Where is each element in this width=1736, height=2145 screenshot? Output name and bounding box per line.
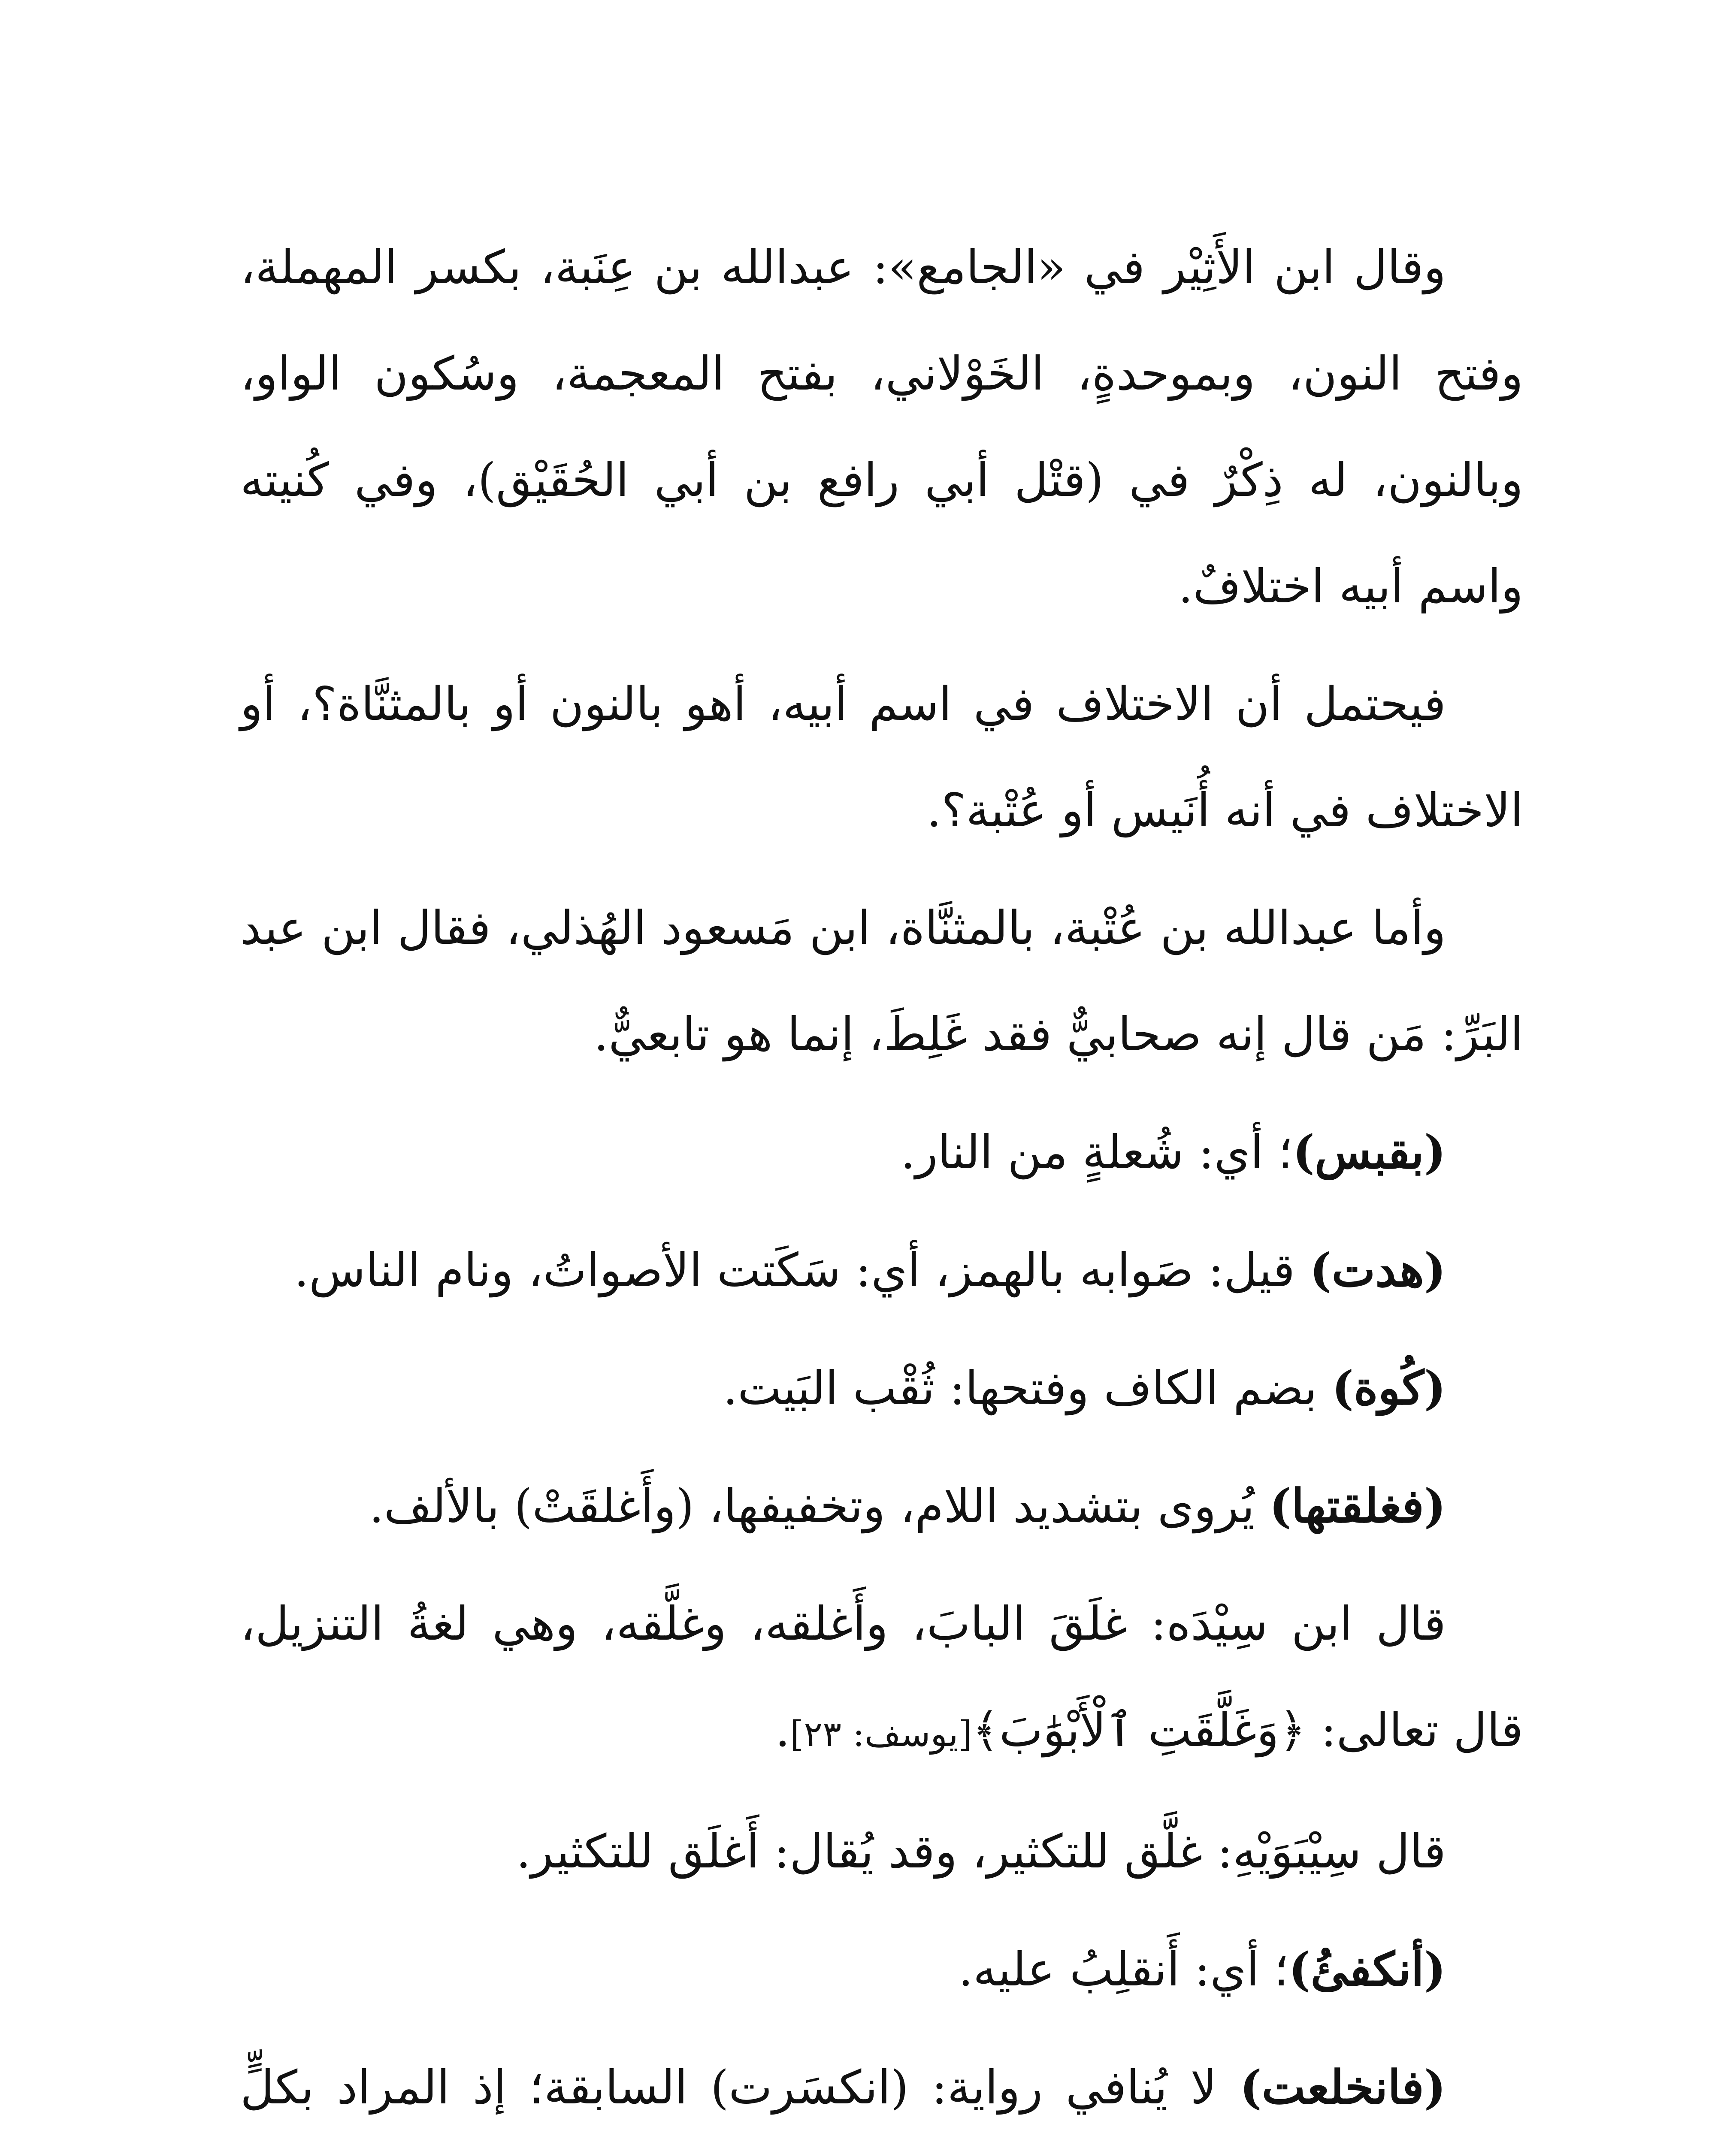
entry-hadat bbox=[240, 1217, 1523, 1324]
entry-ghallaqtuha bbox=[240, 1453, 1523, 1560]
entry-text: ؛ أي: أَنقلِبُ عليه. bbox=[958, 1943, 1289, 1997]
verse-reference: [يوسف: ٢٣] bbox=[790, 1714, 972, 1755]
entry-term: (أنكفئُ) bbox=[1288, 1943, 1446, 1997]
paragraph-ibn-sidah bbox=[240, 1571, 1523, 1788]
paragraph-abdullah-utbah: وأما عبدالله بن عُتْبة، بالمثنَّاة، ابن مَسعود الهُذلي، فقال ابن عبد البَرِّ: مَن قال إنه صحابيٌّ فقد غَلِطَ، إنما هو تابعيٌّ. bbox=[240, 901, 1523, 1061]
entry-bi-qabas bbox=[240, 1099, 1523, 1206]
entry-text: لا يُنافي رواية: (انكسَرت) السابقة؛ إذ المراد بكلٍّ bbox=[240, 2061, 1217, 2115]
entry-term: (فانخلعت) bbox=[1240, 2060, 1446, 2115]
entry-text: يُروى بتشديد اللام، وتخفيفها، (وأَغلقَتْ) بالألف. bbox=[369, 1480, 1270, 1533]
ibn-sidah-text: قال ابن سِيْدَه: غلَقَ البابَ، وأَغلقه، وغلَّقه، وهي لغةُ التنزيل، قال تعالى: bbox=[240, 1597, 1523, 1757]
entry-text: ؛ أي: شُعلةٍ من النار. bbox=[901, 1126, 1293, 1179]
entry-ankafi bbox=[240, 1916, 1523, 2023]
entry-kuwwa bbox=[240, 1335, 1523, 1442]
entry-term: (هدت) bbox=[1310, 1243, 1446, 1297]
paragraph-ikhtilaf: فيحتمل أن الاختلاف في اسم أبيه، أهو بالنون أو بالمثنَّاة؟، أو الاختلاف في أنه أُنَيس أو عُتْبة؟. bbox=[240, 677, 1523, 837]
entry-text: قيل: صَوابه بالهمز، أي: سَكَتت الأصواتُ، ونام الناس. bbox=[294, 1244, 1310, 1297]
entry-term: (بقبس) bbox=[1292, 1125, 1446, 1179]
sentence-end: . bbox=[775, 1704, 790, 1757]
paragraph-sibawayh: قال سِيْبَوَيْهِ: غلَّق للتكثير، وقد يُقال: أَغلَق للتكثير. bbox=[516, 1825, 1446, 1879]
entry-term: (فغلقتها) bbox=[1269, 1479, 1446, 1533]
quran-verse: ﴿وَغَلَّقَتِ ٱلْأَبْوَٰبَ﴾ bbox=[972, 1704, 1306, 1757]
entry-term: (كُوة) bbox=[1332, 1361, 1446, 1415]
paragraph-ibn-athir: وقال ابن الأَثِيْر في «الجامع»: عبدالله بن عِنَبة، بكسر المهملة، وفتح النون، وبموحدةٍ، الخَوْلاني، بفتح المعجمة، وسُكون الواو، وبالنون، له ذِكْرٌ في (قتْل أبي رافع بن أبي الحُقَيْق)، وفي كُنيته واسم أبيه اختلافٌ. bbox=[240, 241, 1523, 613]
body-text bbox=[240, 214, 1523, 2145]
entry-fankhalaat bbox=[240, 2034, 1523, 2145]
entry-text: بضم الكاف وفتحها: ثُقْب البَيت. bbox=[723, 1362, 1332, 1415]
